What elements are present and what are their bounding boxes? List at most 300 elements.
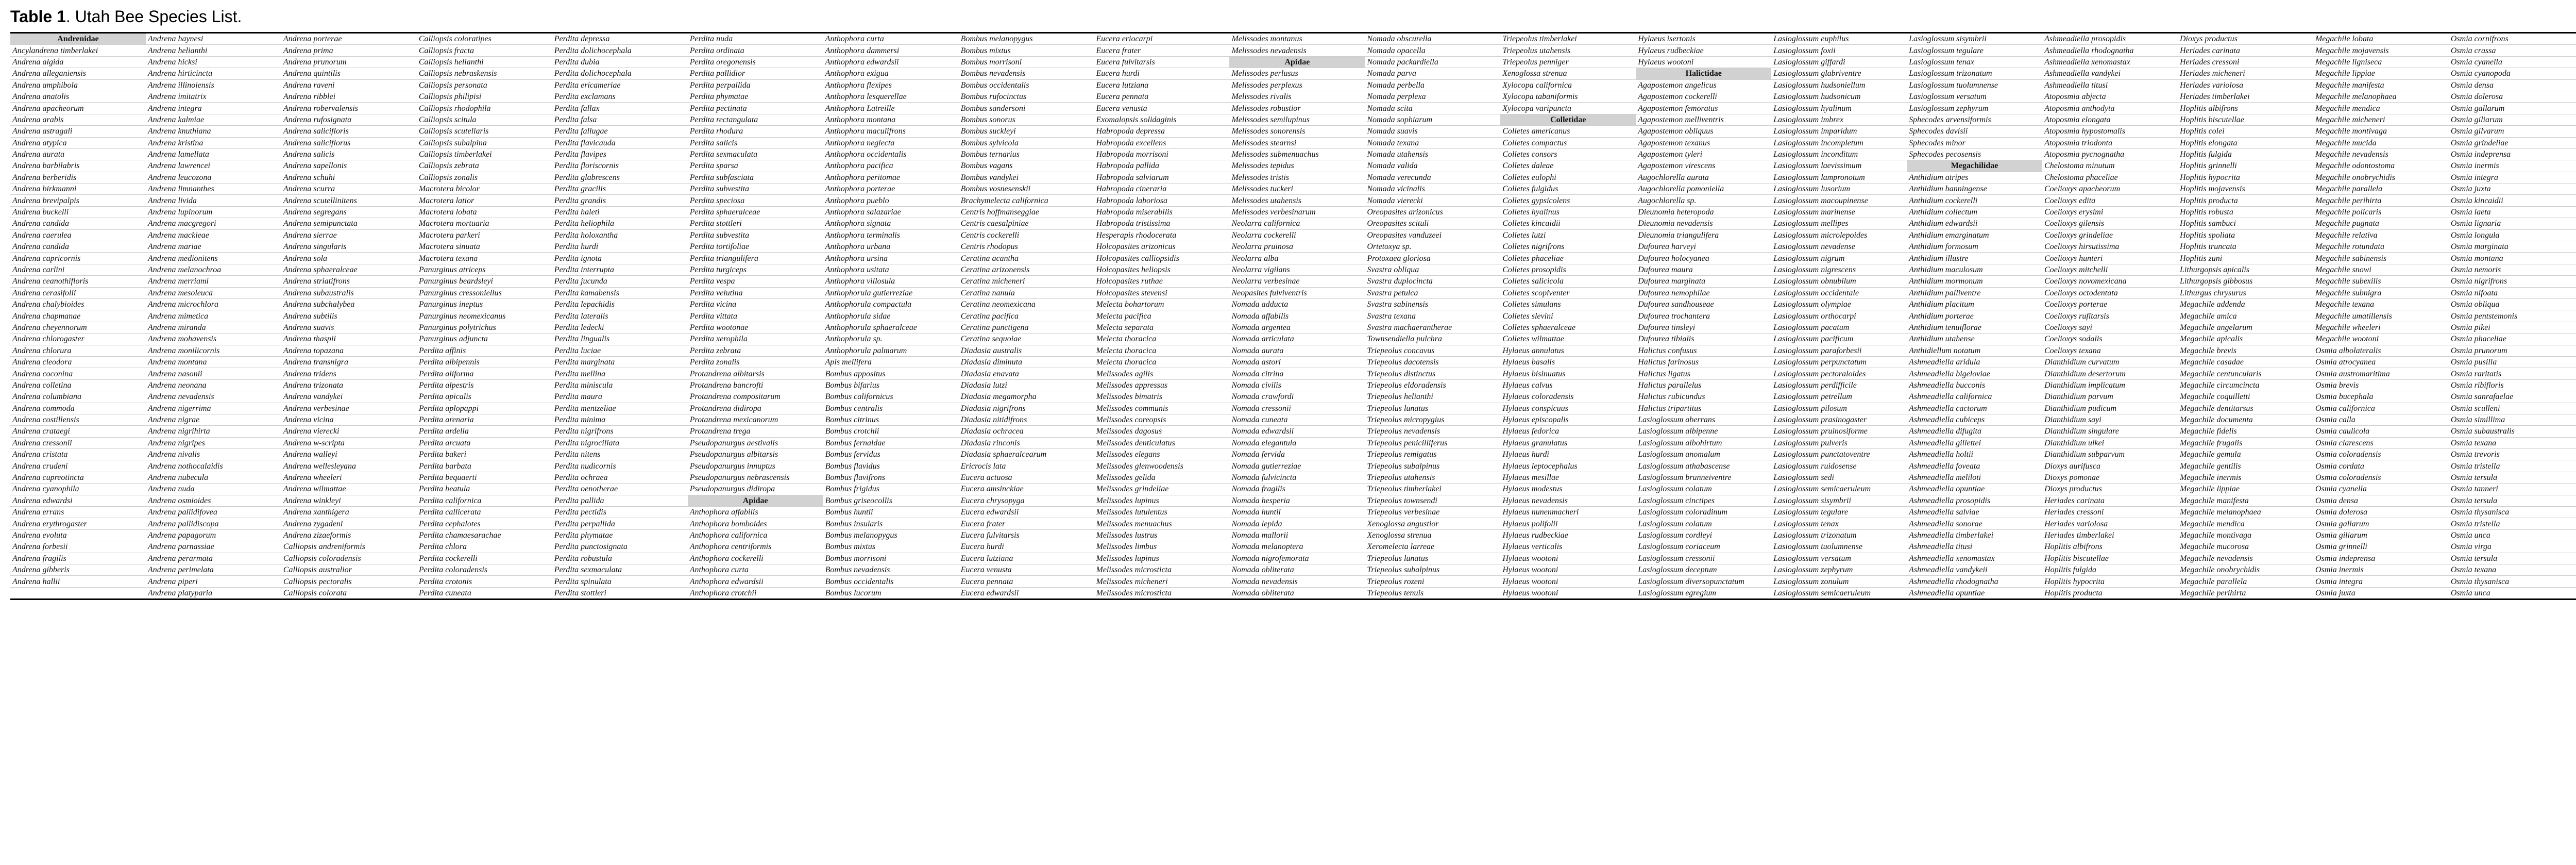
species-cell: Andrena scurra (281, 184, 417, 195)
species-cell: Perdita subfasciata (688, 172, 823, 183)
species-cell: Ashmeadiella bucconis (1907, 379, 2042, 391)
species-cell: Andrena costillensis (10, 414, 146, 425)
species-cell: Andrena ceanothifloris (10, 276, 146, 287)
species-cell: Andrena raveni (281, 79, 417, 91)
table-row (10, 368, 2576, 379)
species-cell: Perdita holoxantha (552, 229, 688, 241)
species-cell: Agapostemon virescens (1636, 160, 1771, 172)
species-cell: Melissodes rivalis (1229, 91, 1365, 102)
species-cell: Lasioglossum laevissimum (1771, 160, 1907, 172)
species-cell: Lasioglossum egregium (1636, 587, 1771, 599)
species-cell: Dufourea tinsleyi (1636, 322, 1771, 333)
species-cell: Andrena monilicornis (146, 345, 281, 356)
species-cell: Nomada mallorii (1229, 529, 1365, 541)
species-cell: Andrena w-scripta (281, 437, 417, 448)
species-cell: Andrena trizonata (281, 379, 417, 391)
species-cell: Lasioglossum zephyrum (1771, 564, 1907, 575)
species-cell: Melecta bohartorum (1094, 298, 1230, 310)
species-cell: Osmia trevoris (2449, 449, 2576, 460)
species-cell: Anthidium illustre (1907, 253, 2042, 264)
species-cell: Triepeolus penniger (1500, 56, 1636, 68)
species-cell: Macrotera parkeri (417, 229, 552, 241)
species-cell: Megachile angelarum (2178, 322, 2313, 333)
species-cell: Ceratina punctigena (959, 322, 1094, 333)
species-cell: Nomada adducta (1229, 298, 1365, 310)
species-cell: Megachile wootoni (2313, 334, 2449, 345)
species-cell: Osmia gilvarum (2449, 126, 2576, 137)
species-cell: Lasioglossum perdifficile (1771, 379, 1907, 391)
species-cell: Heriades variolosa (2178, 79, 2313, 91)
species-cell: Coelioxys rufitarsis (2042, 310, 2178, 322)
species-cell: Osmia kincaidii (2449, 195, 2576, 206)
species-cell: Hylaeus wootoni (1500, 587, 1636, 599)
species-cell: Osmia sanrafaelae (2449, 391, 2576, 403)
species-cell: Calliopsis philipisi (417, 91, 552, 102)
species-cell: Xeromelecta larreae (1365, 541, 1500, 553)
species-cell: Andrena nothocalaidis (146, 460, 281, 472)
species-cell: Dufourea tibialis (1636, 334, 1771, 345)
species-cell: Nomada fulvicincta (1229, 472, 1365, 483)
species-cell: Perdita lepachidis (552, 298, 688, 310)
table-row (10, 495, 2576, 506)
species-cell: Protandrena bancrofti (688, 379, 823, 391)
species-cell: Lasioglossum lampronotum (1771, 172, 1907, 183)
species-cell: Andrena salicifloris (281, 126, 417, 137)
species-cell: Perdita perpallida (552, 518, 688, 529)
species-cell: Triepeolus subalpinus (1365, 460, 1500, 472)
species-cell: Melecta thoracica (1094, 345, 1230, 356)
species-cell: Osmia nigrifrons (2449, 276, 2576, 287)
species-cell: Ashmeadiella rhodognatha (1907, 576, 2042, 587)
species-cell: Melissodes agilis (1094, 368, 1230, 379)
species-cell: Lasioglossum occidentale (1771, 287, 1907, 298)
species-cell: Perdita stottleri (688, 218, 823, 229)
species-cell: Perdita cuneata (417, 587, 552, 599)
species-cell: Andrena cupreotincta (10, 472, 146, 483)
species-cell: Svastra machaerantherae (1365, 322, 1500, 333)
species-cell: Andrena haynesi (146, 33, 281, 45)
family-header-cell: Halictidae (1636, 68, 1771, 79)
species-cell: Panurginus adjuncta (417, 334, 552, 345)
species-cell: Andrena carlini (10, 264, 146, 275)
species-cell: Hylaeus wootoni (1500, 576, 1636, 587)
species-cell: Coelioxys texana (2042, 345, 2178, 356)
species-cell: Andrena topazana (281, 345, 417, 356)
species-cell: Hoplitis albifrons (2042, 541, 2178, 553)
species-cell: Anthophora edwardsii (688, 576, 823, 587)
species-cell: Andrena pallidifovea (146, 507, 281, 518)
species-cell: Lasioglossum albohirtum (1636, 437, 1771, 448)
table-row (10, 195, 2576, 206)
species-cell: Panurginus beardsleyi (417, 276, 552, 287)
species-cell: Andrena wheeleri (281, 472, 417, 483)
species-cell: Osmia lignaria (2449, 218, 2576, 229)
species-cell: Bombus morrisoni (823, 553, 959, 564)
species-cell: Melissodes micheneri (1094, 576, 1230, 587)
species-cell: Perdita speciosa (688, 195, 823, 206)
species-cell: Sphecodes minor (1907, 137, 2042, 148)
species-cell: Andrena nivalis (146, 449, 281, 460)
species-cell: Melissodes communis (1094, 403, 1230, 414)
species-cell: Perdita californica (417, 495, 552, 506)
species-cell: Osmia gallarum (2449, 103, 2576, 114)
species-cell: Perdita affinis (417, 345, 552, 356)
species-cell: Hoplitis grinnelli (2178, 160, 2313, 172)
species-cell: Andrena caerulea (10, 229, 146, 241)
species-cell: Ashmeadiella holtii (1907, 449, 2042, 460)
table-row (10, 184, 2576, 195)
species-cell: Pseudopanurgus aestivalis (688, 437, 823, 448)
species-cell: Andrena rufosignata (281, 114, 417, 125)
species-cell: Megachile parallela (2178, 576, 2313, 587)
table-row (10, 218, 2576, 229)
table-row (10, 529, 2576, 541)
species-cell: Osmia cyanopoda (2449, 68, 2576, 79)
species-cell: Calliopsis australior (281, 564, 417, 575)
species-cell: Chelostoma minutum (2042, 160, 2178, 172)
species-cell: Nomada articulata (1229, 334, 1365, 345)
species-cell: Anthophorula compactula (823, 298, 959, 310)
species-cell: Anthidium palliventre (1907, 287, 2042, 298)
species-cell: Heriades timberlakei (2178, 91, 2313, 102)
species-cell: Bombus vagans (959, 160, 1094, 172)
species-cell: Andrena capricornis (10, 253, 146, 264)
species-cell: Anthophora signata (823, 218, 959, 229)
species-cell: Atoposmia elongata (2042, 114, 2178, 125)
species-cell: Andrena wellesleyana (281, 460, 417, 472)
species-cell: Megachile manifesta (2178, 495, 2313, 506)
species-cell: Habropoda tristissima (1094, 218, 1230, 229)
species-cell: Diadasia ochracea (959, 426, 1094, 437)
species-cell: Lasioglossum inconditum (1771, 148, 1907, 160)
species-cell: Andrena sierrae (281, 229, 417, 241)
species-cell: Lasioglossum deceptum (1636, 564, 1771, 575)
species-cell: Perdita pallida (552, 495, 688, 506)
species-cell: Halictus farinosus (1636, 356, 1771, 368)
species-cell: Pseudopanurgus innuptus (688, 460, 823, 472)
species-cell: Perdita lateralis (552, 310, 688, 322)
species-cell: Lasioglossum coloradinum (1636, 507, 1771, 518)
species-cell: Perdita xerophila (688, 334, 823, 345)
species-cell: Diadasia enavata (959, 368, 1094, 379)
species-cell: Melissodes lutulentus (1094, 507, 1230, 518)
species-cell: Andrena subchalybea (281, 298, 417, 310)
species-cell: Perdita vespa (688, 276, 823, 287)
table-row (10, 437, 2576, 448)
species-cell: Bombus centralis (823, 403, 959, 414)
family-header-cell: Andrenidae (10, 33, 146, 45)
species-cell: Pseudopanurgus didiropa (688, 484, 823, 495)
species-cell: Panurginus polytrichus (417, 322, 552, 333)
species-cell: Coelioxys edita (2042, 195, 2178, 206)
species-cell: Halictus ligatus (1636, 368, 1771, 379)
species-cell: Dufourea holocyanea (1636, 253, 1771, 264)
species-cell: Osmia gallarum (2313, 518, 2449, 529)
species-cell: Calliopsis nebraskensis (417, 68, 552, 79)
species-cell: Anthophora centriformis (688, 541, 823, 553)
species-cell: Perdita depressa (552, 33, 688, 45)
species-cell: Andrena pallidiscopa (146, 518, 281, 529)
species-cell: Andrena kristina (146, 137, 281, 148)
species-cell: Andrena prunorum (281, 56, 417, 68)
species-cell: Megachile perihirta (2313, 195, 2449, 206)
species-cell: Melissodes submenuachus (1229, 148, 1365, 160)
table-row (10, 587, 2576, 599)
family-header-cell: Megachilidae (1907, 160, 2042, 172)
species-cell: Hoplitis colei (2178, 126, 2313, 137)
species-cell: Hylaeus conspicuus (1500, 403, 1636, 414)
species-cell: Andrena kalmiae (146, 114, 281, 125)
species-cell: Calliopsis colorata (281, 587, 417, 599)
species-cell: Hoplitis hypocrita (2042, 576, 2178, 587)
species-cell: Perdita callicerata (417, 507, 552, 518)
species-cell: Megachile casadae (2178, 356, 2313, 368)
species-cell: Perdita stottleri (552, 587, 688, 599)
species-cell: Lasioglossum tenax (1907, 56, 2042, 68)
species-cell: Ashmeadiella rhodognatha (2042, 45, 2178, 56)
species-cell: Dianthidium desertorum (2042, 368, 2178, 379)
species-cell: Dioxys productus (2042, 484, 2178, 495)
species-cell: Nomada fervida (1229, 449, 1365, 460)
table-row (10, 253, 2576, 264)
species-cell: Anthophora terminalis (823, 229, 959, 241)
species-cell: Oreopasites scituli (1365, 218, 1500, 229)
species-cell: Andrena subtilis (281, 310, 417, 322)
species-cell: Anthophora curta (688, 564, 823, 575)
species-cell: Andrena cheyennorum (10, 322, 146, 333)
species-cell: Andrena suavis (281, 322, 417, 333)
species-cell: Ashmeadiella prosopidis (2042, 33, 2178, 45)
species-cell: Coelioxys octodentata (2042, 287, 2178, 298)
species-cell: Lasioglossum lusorium (1771, 184, 1907, 195)
species-cell: Andrena thaspii (281, 334, 417, 345)
species-cell: Andrena singularis (281, 241, 417, 253)
species-cell: Andrena striatifrons (281, 276, 417, 287)
species-cell: Anthophora Latreille (823, 103, 959, 114)
species-cell: Perdita dubia (552, 56, 688, 68)
table-row (10, 264, 2576, 275)
species-cell: Diadasia lutzi (959, 379, 1094, 391)
species-table (10, 32, 2576, 600)
species-cell: Anthophora cockerelli (688, 553, 823, 564)
table-title: . Utah Bee Species List. (65, 7, 242, 26)
species-cell: Andrena chapmanae (10, 310, 146, 322)
species-cell: Anthophora urbana (823, 241, 959, 253)
species-cell: Megachile odontostoma (2313, 160, 2449, 172)
species-cell: Ashmeadiella foveata (1907, 460, 2042, 472)
species-cell: Osmia brevis (2313, 379, 2449, 391)
species-cell: Perdita perpallida (688, 79, 823, 91)
species-cell: Colletes phaceliae (1500, 253, 1636, 264)
species-cell: Andrena quintilis (281, 68, 417, 79)
species-cell: Holcopasites ruthae (1094, 276, 1230, 287)
species-cell: Augochlorella pomoniella (1636, 184, 1771, 195)
species-cell: Ashmeadiella bigeloviae (1907, 368, 2042, 379)
species-cell: Anthophora salazariae (823, 206, 959, 218)
table-row (10, 148, 2576, 160)
species-cell: Nomada vierecki (1365, 195, 1500, 206)
species-cell: Triepeolus utahensis (1365, 472, 1500, 483)
species-cell: Ashmeadiella timberlakei (1907, 529, 2042, 541)
species-cell: Macrotera latior (417, 195, 552, 206)
species-cell: Lasioglossum semicaeruleum (1771, 587, 1907, 599)
species-cell: Melissodes nevadensis (1229, 45, 1365, 56)
species-cell: Ceratina sequoiae (959, 334, 1094, 345)
species-cell: Andrena erythrogaster (10, 518, 146, 529)
species-cell: Hoplitis robusta (2178, 206, 2313, 218)
species-cell: Protoxaea gloriosa (1365, 253, 1500, 264)
species-cell: Megachile policaris (2313, 206, 2449, 218)
species-cell: Osmia tristella (2449, 460, 2576, 472)
species-cell: Melissodes microsticta (1094, 564, 1230, 575)
table-row (10, 403, 2576, 414)
species-cell: Osmia coloradensis (2313, 472, 2449, 483)
species-cell: Exomalopsis solidaginis (1094, 114, 1230, 125)
species-cell: Anthophora affabilis (688, 507, 823, 518)
species-cell: Neopasites fulviventris (1229, 287, 1365, 298)
species-cell: Hylaeus calvus (1500, 379, 1636, 391)
species-cell: Perdita cephalotes (417, 518, 552, 529)
species-cell: Osmia inermis (2449, 160, 2576, 172)
species-cell: Lasioglossum tuolumnense (1907, 79, 2042, 91)
species-cell: Andrena chlorogaster (10, 334, 146, 345)
species-cell: Melissodes microsticta (1094, 587, 1230, 599)
species-cell: Coelioxys gilensis (2042, 218, 2178, 229)
species-cell: Ashmeadiella californica (1907, 391, 2042, 403)
species-cell: Lasioglossum foxii (1771, 45, 1907, 56)
species-cell: Osmia pusilla (2449, 356, 2576, 368)
species-cell: Centris caesalpiniae (959, 218, 1094, 229)
species-cell: Andrena salicis (281, 148, 417, 160)
species-cell: Calliopsis coloratipes (417, 33, 552, 45)
species-cell: Eucera frater (959, 518, 1094, 529)
species-cell: Andrena verbesinae (281, 403, 417, 414)
species-cell: Centris cockerelli (959, 229, 1094, 241)
species-cell: Heriades cressoni (2042, 507, 2178, 518)
species-cell: Bombus huntii (823, 507, 959, 518)
species-cell: Triepeolus concavus (1365, 345, 1500, 356)
species-cell: Bombus nevadensis (959, 68, 1094, 79)
species-cell: Perdita kamabensis (552, 287, 688, 298)
species-cell: Anthidium tenuiflorae (1907, 322, 2042, 333)
species-cell: Ashmeadiella opuntiae (1907, 484, 2042, 495)
species-cell: Diadasia nigrifrons (959, 403, 1094, 414)
species-cell: Perdita cockerelli (417, 553, 552, 564)
species-cell: Megachile gentilis (2178, 460, 2313, 472)
species-cell: Perdita nudicornis (552, 460, 688, 472)
species-cell: Dianthidium sayi (2042, 414, 2178, 425)
species-cell: Megachile mucorosa (2178, 541, 2313, 553)
species-cell: Andrena porterae (281, 33, 417, 45)
species-cell: Bombus vandykei (959, 172, 1094, 183)
species-cell: Nomada obscurella (1365, 33, 1500, 45)
species-cell: Perdita flavicauda (552, 137, 688, 148)
table-row (10, 310, 2576, 322)
species-cell: Lasioglossum microlepoides (1771, 229, 1907, 241)
species-cell: Perdita miniscula (552, 379, 688, 391)
species-cell: Andrena lawrencei (146, 160, 281, 172)
species-cell: Atoposmia abjecta (2042, 91, 2178, 102)
table-row (10, 298, 2576, 310)
species-cell: Ashmeadiella aridula (1907, 356, 2042, 368)
species-cell: Eucera actuosa (959, 472, 1094, 483)
species-cell: Anthidium collectum (1907, 206, 2042, 218)
species-cell: Macrotera texana (417, 253, 552, 264)
species-cell: Neolarra vigilans (1229, 264, 1365, 275)
species-cell: Anthophora pueblo (823, 195, 959, 206)
species-cell: Lasioglossum albipenne (1636, 426, 1771, 437)
species-cell: Megachile mojavensis (2313, 45, 2449, 56)
species-cell: Habropoda cineraria (1094, 184, 1230, 195)
species-cell: Triepeolus dacotensis (1365, 356, 1500, 368)
species-cell: Bombus occidentalis (823, 576, 959, 587)
species-cell: Lasioglossum pacificum (1771, 334, 1907, 345)
species-cell: Andrena crudeni (10, 460, 146, 472)
species-cell: Lasioglossum semicaeruleum (1771, 484, 1907, 495)
species-cell: Ashmeadiella titusi (2042, 79, 2178, 91)
species-cell: Agapostemon angelicus (1636, 79, 1771, 91)
species-cell: Andrena scutellinitens (281, 195, 417, 206)
species-cell: Andrena leucozona (146, 172, 281, 183)
species-cell: Hylaeus isertonis (1636, 33, 1771, 45)
species-cell: Lasioglossum pectoraloides (1771, 368, 1907, 379)
species-cell: Anthophorula sidae (823, 310, 959, 322)
table-row (10, 137, 2576, 148)
species-cell: Protandrena didiropa (688, 403, 823, 414)
species-cell: Bombus insularis (823, 518, 959, 529)
species-cell: Sphecodes davisii (1907, 126, 2042, 137)
species-cell: Eucera lutziana (959, 553, 1094, 564)
species-cell: Lasioglossum mellipes (1771, 218, 1907, 229)
species-cell: Andrena winkleyi (281, 495, 417, 506)
species-cell: Lasioglossum colatum (1636, 518, 1771, 529)
species-cell: Lasioglossum pilosum (1771, 403, 1907, 414)
species-cell: Dieunomia nevadensis (1636, 218, 1771, 229)
species-cell: Dianthidium parvum (2042, 391, 2178, 403)
species-cell: Lasioglossum tenax (1771, 518, 1907, 529)
species-cell: Lasioglossum sedi (1771, 472, 1907, 483)
species-cell: Anthophora peritomae (823, 172, 959, 183)
species-cell: Colletes hyalinus (1500, 206, 1636, 218)
table-row (10, 322, 2576, 333)
species-cell: Perdita beatula (417, 484, 552, 495)
species-cell: Osmia giliarum (2449, 114, 2576, 125)
species-cell: Sphecodes pecosensis (1907, 148, 2042, 160)
species-cell: Nomada perbella (1365, 79, 1500, 91)
species-cell: Andrena sola (281, 253, 417, 264)
species-cell: Coelioxys erysimi (2042, 206, 2178, 218)
species-cell: Ashmeadiella titusi (1907, 541, 2042, 553)
species-cell: Perdita marginata (552, 356, 688, 368)
species-cell: Andrena segregans (281, 206, 417, 218)
species-cell: Lasioglossum punctatoventre (1771, 449, 1907, 460)
species-cell: Perdita bequaerti (417, 472, 552, 483)
table-row (10, 241, 2576, 253)
species-cell: Neolarra californica (1229, 218, 1365, 229)
species-cell: Protandrena trega (688, 426, 823, 437)
species-cell: Anthophora flexipes (823, 79, 959, 91)
species-cell: Osmia pikei (2449, 322, 2576, 333)
species-cell: Diadasia diminuta (959, 356, 1094, 368)
species-cell: Lasioglossum orthocarpi (1771, 310, 1907, 322)
species-cell: Lasioglossum sisymbrii (1771, 495, 1907, 506)
species-cell: Colletes lutzi (1500, 229, 1636, 241)
species-cell: Melecta separata (1094, 322, 1230, 333)
species-cell: Colletes gypsicolens (1500, 195, 1636, 206)
species-cell: Perdita gracilis (552, 184, 688, 195)
species-cell: Anthophora villosula (823, 276, 959, 287)
species-cell: Anthidium emarginatum (1907, 229, 2042, 241)
